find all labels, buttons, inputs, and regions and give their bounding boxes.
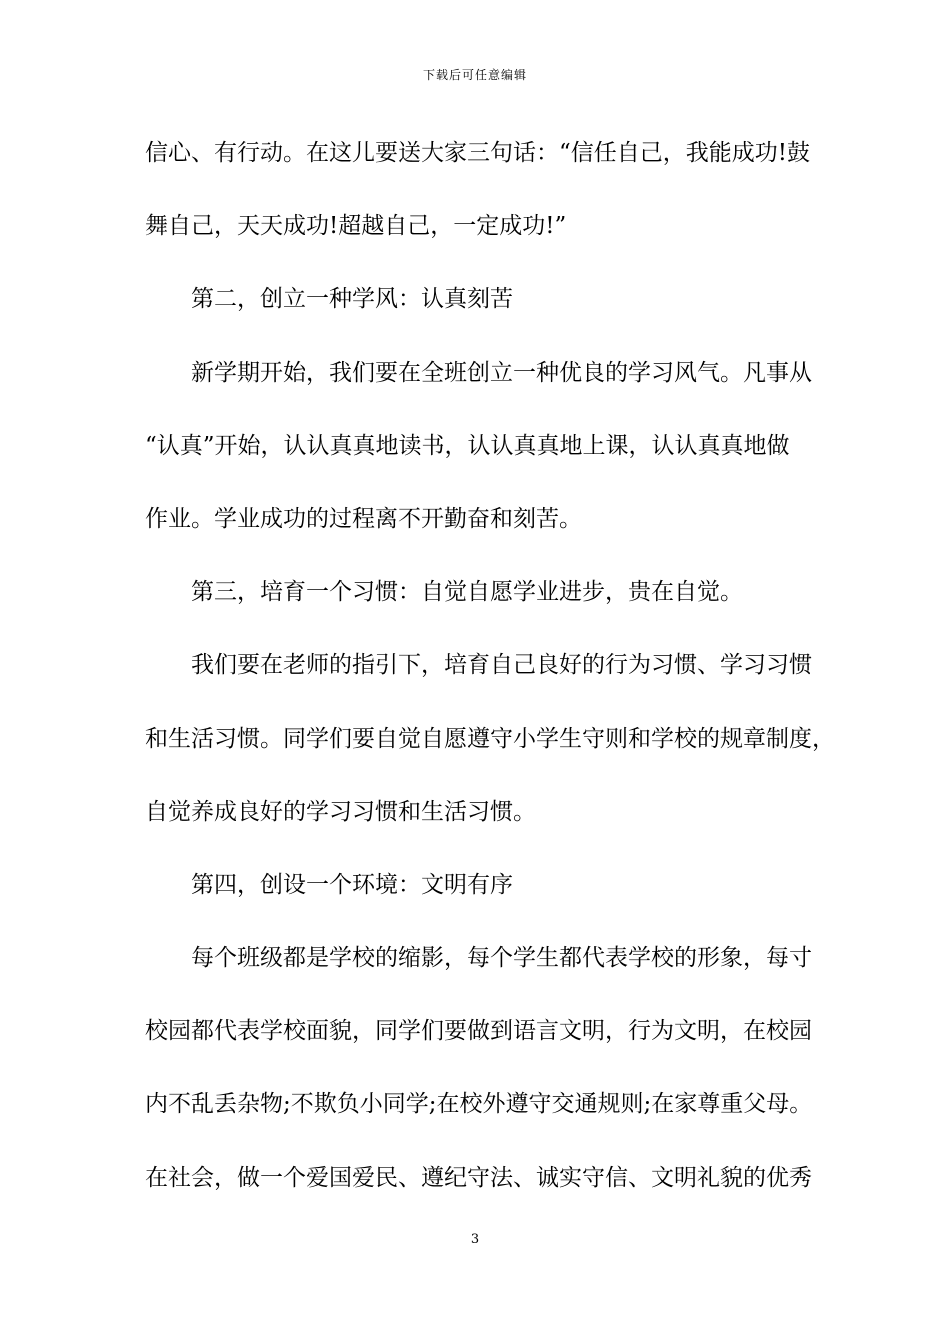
text-line: 内不乱丢杂物;不欺负小同学;在校外遵守交通规则;在家尊重父母。 [145,1091,813,1118]
text-line: 舞自己，天天成功!超越自己，一定成功!” [145,213,567,240]
text-line: 作业。学业成功的过程离不开勤奋和刻苦。 [145,505,582,532]
document-body [145,125,835,1223]
text-line: 和生活习惯。同学们要自觉自愿遵守小学生守则和学校的规章制度， [145,725,835,752]
text-line: 每个班级都是学校的缩影，每个学生都代表学校的形象，每寸 [191,945,812,972]
section-heading: 第四，创设一个环境：文明有序 [191,871,513,898]
section-heading: 第二，创立一种学风：认真刻苦 [191,286,513,313]
text-line: 我们要在老师的指引下，培育自己良好的行为习惯、学习习惯 [191,652,812,679]
text-line: 校园都代表学校面貌，同学们要做到语言文明，行为文明，在校园 [145,1018,812,1045]
text-line: “认真”开始，认认真真地读书，认认真真地上课，认认真真地做 [145,432,790,459]
text-line: 新学期开始，我们要在全班创立一种优良的学习风气。凡事从 [191,359,812,386]
text-line: 自觉养成良好的学习习惯和生活习惯。 [145,798,536,825]
section-heading: 第三，培育一个习惯：自觉自愿学业进步，贵在自觉。 [191,579,743,606]
page-number: 3 [470,1232,480,1247]
page-header: 下载后可任意编辑 [422,68,527,82]
text-line: 信心、有行动。在这儿要送大家三句话：“信任自己，我能成功!鼓 [145,140,811,166]
text-line: 在社会，做一个爱国爱民、遵纪守法、诚实守信、文明礼貌的优秀 [145,1164,812,1191]
